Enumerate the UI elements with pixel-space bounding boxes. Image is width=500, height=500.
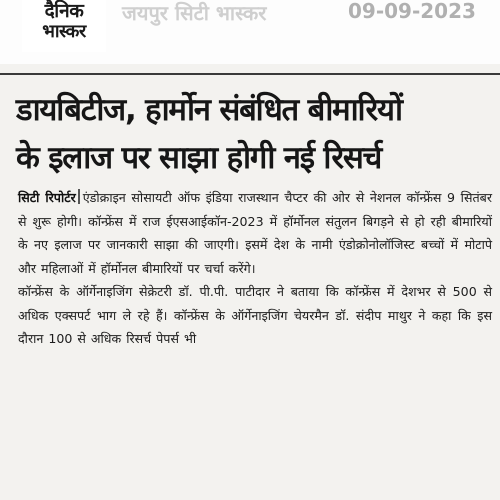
article-body: [18, 186, 492, 351]
masthead: [0, 0, 500, 64]
article-headline: [16, 86, 496, 182]
logo-line-2: भास्कर: [42, 21, 86, 42]
newspaper-logo: [22, 0, 106, 52]
byline: सिटी रिपोर्टर: [18, 190, 76, 205]
article-paragraph-2: [18, 280, 492, 351]
logo-line-1: दैनिक: [44, 0, 84, 22]
paragraph-2-text: कॉन्फ्रेंस के ऑर्गेनाइजिंग सेक्रेटरी डॉ. पी.पी. पाटीदार ने बताया कि कॉन्फ्रेंस में देशभर से 500 से अधिक एक्सपर्ट भाग ले रहे हैं। कॉन्फ्रेंस के ऑर्गेनाइजिंग चेयरमैन डॉ. संदीप माथुर ने कहा कि इस दौरान 100 से अधिक रिसर्च पेपर्स भी: [18, 284, 492, 346]
headline-line-1: डायबिटीज, हार्मोन संबंधित बीमारियों: [16, 92, 402, 128]
headline-line-2: के इलाज पर साझा होगी नई रिसर्च: [16, 140, 382, 176]
edition-name: जयपुर सिटी भास्कर: [122, 1, 267, 25]
publication-date: 09-09-2023: [348, 0, 476, 23]
header-divider: [0, 73, 500, 75]
paragraph-1-text: एंडोक्राइन सोसायटी ऑफ इंडिया राजस्थान चैप्टर की ओर से नेशनल कॉन्फ्रेंस 9 सितंबर से शुरू होगी। कॉन्फ्रेंस में राज ईएसआईकॉन-2023 में हॉर्मोनल संतुलन बिगड़ने से हो रही बीमारियों के नए इलाज पर जानकारी साझा की जाएगी। इसमें देश के नामी एंडोक्रोनोलॉजिस्ट बच्चों में मोटापे और महिलाओं में हॉर्मोनल बीमारियों पर चर्चा करेंगे।: [18, 190, 492, 276]
article-paragraph-1: [18, 186, 492, 280]
byline-separator: [78, 189, 80, 204]
